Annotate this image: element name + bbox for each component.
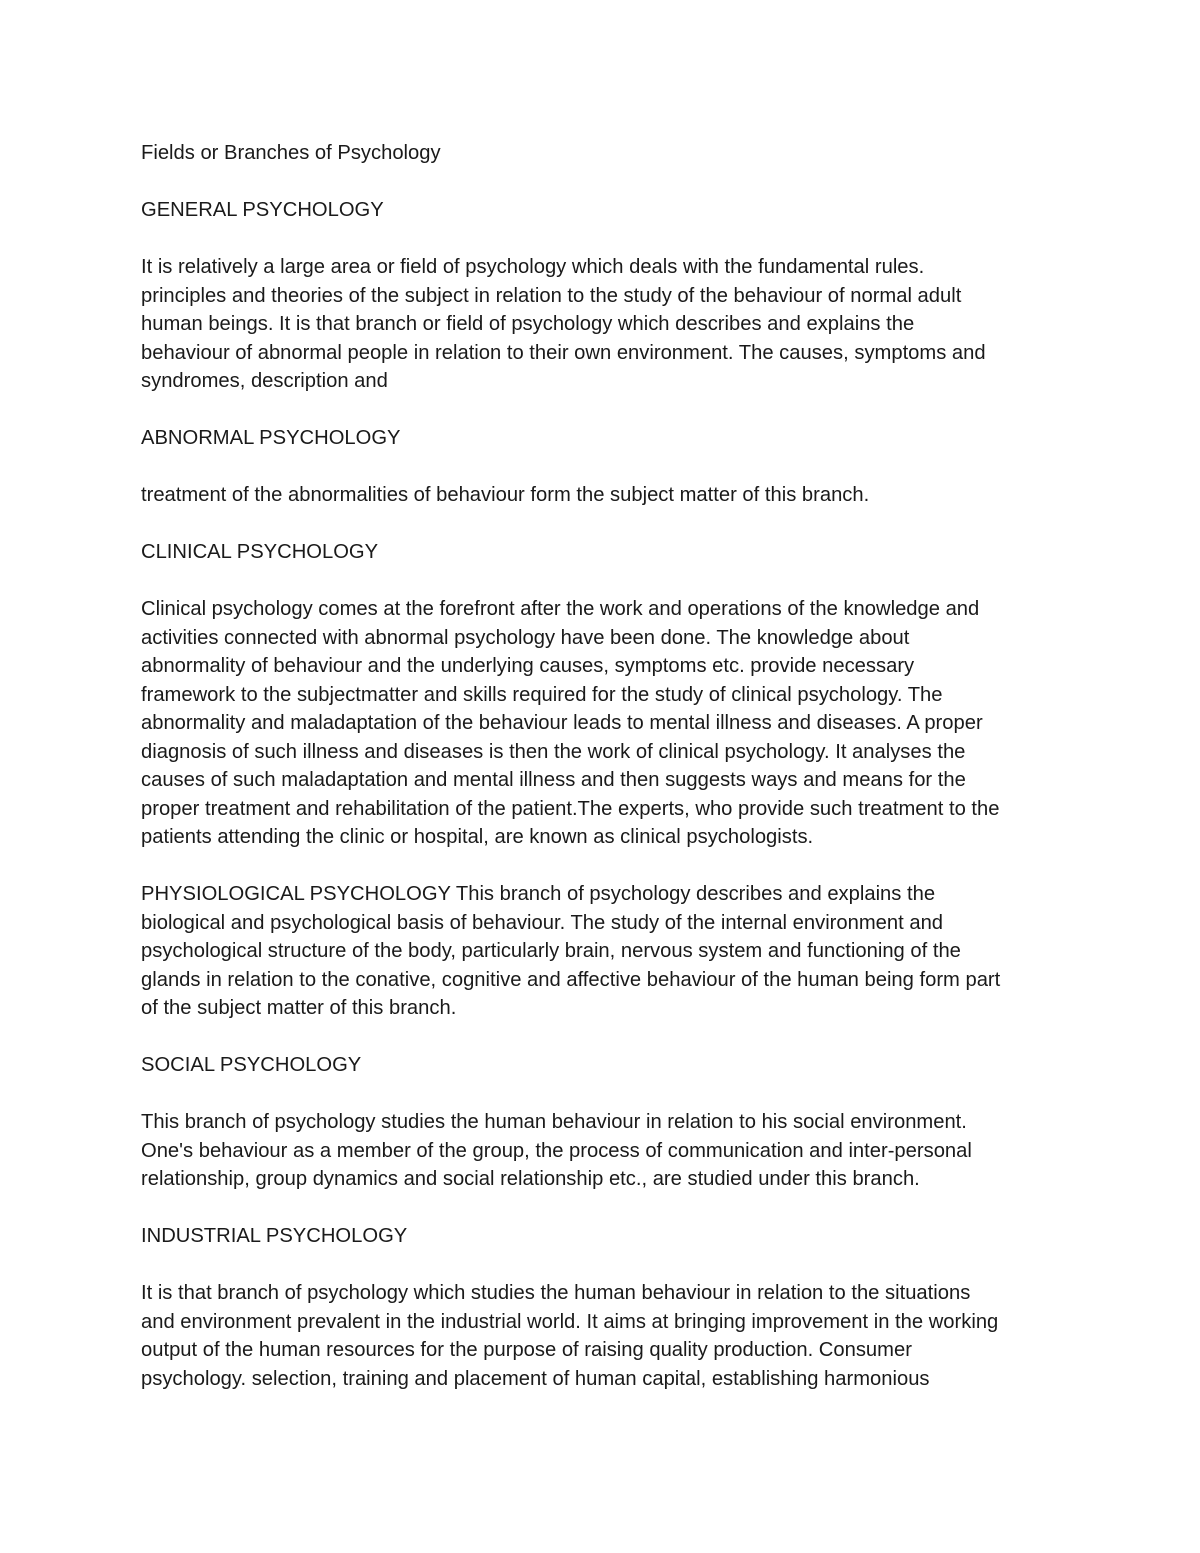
section-heading-abnormal: ABNORMAL PSYCHOLOGY xyxy=(141,427,401,449)
paragraph-line: Clinical psychology comes at the forefront after the work and operations of the knowledge and xyxy=(141,598,980,620)
section-paragraph-clinical xyxy=(141,595,1071,852)
paragraph-line: It is relatively a large area or field of psychology which deals with the fundamental rules. xyxy=(141,256,925,278)
section-heading-general: GENERAL PSYCHOLOGY xyxy=(141,199,384,221)
paragraph-line: proper treatment and rehabilitation of the patient.The experts, who provide such treatment to the xyxy=(141,797,1000,820)
document-body xyxy=(141,139,1071,1422)
paragraph-line: One's behaviour as a member of the group, the process of communication and inter-personal xyxy=(141,1139,972,1162)
section-paragraph-general xyxy=(141,253,1071,396)
section-heading-social: SOCIAL PSYCHOLOGY xyxy=(141,1054,362,1076)
paragraph-line: patients attending the clinic or hospital, are known as clinical psychologists. xyxy=(141,826,814,848)
paragraph-line: biological and psychological basis of behaviour. The study of the internal environment and xyxy=(141,911,944,934)
paragraph-line: output of the human resources for the purpose of raising quality production. Consumer xyxy=(141,1339,912,1361)
paragraph-line: of the subject matter of this branch. xyxy=(141,997,457,1019)
paragraph-line: activities connected with abnormal psychology have been done. The knowledge about xyxy=(141,626,910,649)
paragraph-line: abnormality of behaviour and the underlying causes, symptoms etc. provide necessary xyxy=(141,655,915,677)
section-paragraph-social xyxy=(141,1108,1071,1194)
paragraph-line: It is that branch of psychology which studies the human behaviour in relation to the situations xyxy=(141,1282,971,1304)
paragraph-line: psychological structure of the body, particularly brain, nervous system and functioning of the xyxy=(141,940,961,962)
paragraph-line: diagnosis of such illness and diseases is then the work of clinical psychology. It analyses the xyxy=(141,740,966,763)
section-paragraph-physiological xyxy=(141,880,1071,1023)
paragraph-line: abnormality and maladaptation of the behaviour leads to mental illness and diseases. A proper xyxy=(141,712,983,734)
paragraph-line: causes of such maladaptation and mental illness and then suggests ways and means for the xyxy=(141,769,966,791)
paragraph-line: glands in relation to the conative, cognitive and affective behaviour of the human being form part xyxy=(141,968,1001,991)
paragraph-line: human beings. It is that branch or field of psychology which describes and explains the xyxy=(141,313,915,335)
paragraph-line: principles and theories of the subject in relation to the study of the behaviour of normal adult xyxy=(141,284,962,307)
paragraph-line: psychology. selection, training and placement of human capital, establishing harmonious xyxy=(141,1367,930,1390)
section-paragraph-industrial xyxy=(141,1279,1071,1393)
paragraph-line: behaviour of abnormal people in relation to their own environment. The causes, symptoms and xyxy=(141,341,986,364)
paragraph-line: treatment of the abnormalities of behaviour form the subject matter of this branch. xyxy=(141,484,870,506)
document-title: Fields or Branches of Psychology xyxy=(141,142,441,164)
paragraph-line: framework to the subjectmatter and skills required for the study of clinical psychology. The xyxy=(141,683,943,706)
section-paragraph-abnormal xyxy=(141,481,1071,510)
paragraph-line: relationship, group dynamics and social relationship etc., are studied under this branch. xyxy=(141,1168,920,1190)
paragraph-line: This branch of psychology studies the human behaviour in relation to his social environment. xyxy=(141,1111,967,1133)
paragraph-line: and environment prevalent in the industrial world. It aims at bringing improvement in the working xyxy=(141,1310,999,1333)
paragraph-line: PHYSIOLOGICAL PSYCHOLOGY This branch of psychology describes and explains the xyxy=(141,883,936,905)
section-heading-industrial: INDUSTRIAL PSYCHOLOGY xyxy=(141,1225,408,1247)
section-heading-clinical: CLINICAL PSYCHOLOGY xyxy=(141,541,379,563)
paragraph-line: syndromes, description and xyxy=(141,370,388,392)
